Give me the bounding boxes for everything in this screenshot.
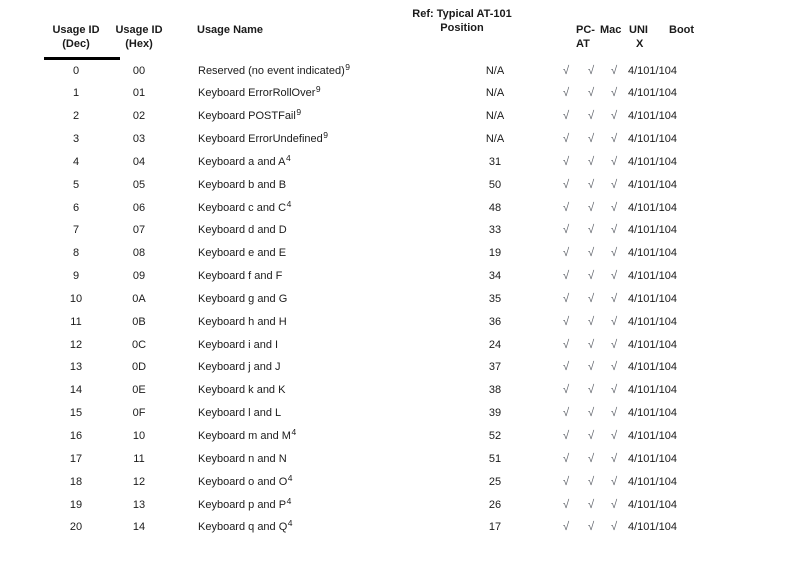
unix-checkmark: √ [610,224,618,237]
usage-id-hex-cell: 02 [132,110,146,123]
usage-name-text: Keyboard POSTFail [198,110,296,123]
usage-id-dec-cell: 7 [72,224,80,237]
usage-name-cell [198,197,291,220]
usage-name-cell [198,151,291,174]
usage-name-text: Keyboard d and D [198,224,287,237]
pc-at-checkmark: √ [562,361,570,374]
usage-name-cell [198,60,350,83]
usage-id-dec-cell: 20 [69,521,83,534]
footnote-superscript: 9 [323,130,328,141]
at101-position-cell: N/A [485,110,505,123]
column-header-line: X [636,38,644,50]
usage-name-cell [198,471,293,494]
boot-value-cell: 4/101/104 [628,224,677,237]
unix-checkmark: √ [610,155,618,168]
at101-position-cell: 24 [488,338,502,351]
boot-value-cell: 4/101/104 [628,315,677,328]
table-row [0,82,809,105]
usage-name-cell [198,402,281,425]
usage-id-hex-cell: 06 [132,201,146,214]
table-row [0,356,809,379]
usage-name-text: Keyboard a and A [198,155,286,168]
unix-checkmark: √ [610,247,618,260]
usage-name-text: Keyboard b and B [198,178,287,191]
table-row [0,242,809,265]
usage-name-cell [198,494,291,517]
at101-position-cell: 35 [488,292,502,305]
usage-id-dec-cell: 3 [72,133,80,146]
mac-checkmark: √ [587,384,595,397]
table-row [0,402,809,425]
usage-id-hex-cell: 00 [132,64,146,77]
usage-id-dec-cell: 14 [69,384,83,397]
unix-checkmark: √ [610,315,618,328]
unix-checkmark: √ [610,452,618,465]
usage-id-dec-cell: 8 [72,247,80,260]
usage-name-cell [198,105,301,128]
unix-checkmark: √ [610,430,618,442]
usage-name-text: Keyboard q and Q [198,521,288,534]
usage-id-hex-cell: 01 [132,87,146,100]
pc-at-checkmark: √ [562,430,570,442]
usage-id-dec-cell: 16 [69,430,83,442]
mac-checkmark: √ [587,224,595,237]
at101-position-cell: 26 [488,498,502,511]
pc-at-checkmark: √ [562,292,570,305]
usage-name-text: Keyboard h and H [198,315,287,328]
unix-checkmark: √ [610,521,618,534]
pc-at-checkmark: √ [562,475,570,488]
unix-checkmark: √ [610,407,618,420]
unix-checkmark: √ [610,292,618,305]
table-row [0,265,809,288]
pc-at-checkmark: √ [562,155,570,168]
mac-checkmark: √ [587,315,595,328]
unix-checkmark: √ [610,110,618,123]
pc-at-checkmark: √ [562,315,570,328]
usage-name-text: Keyboard ErrorRollOver [198,87,316,100]
column-header-usage-id-hex [106,23,172,51]
unix-checkmark: √ [610,338,618,351]
table-row [0,425,809,448]
table-row [0,288,809,311]
usage-id-hex-cell: 10 [132,430,146,442]
mac-checkmark: √ [587,430,595,442]
usage-name-text: Keyboard c and C [198,201,287,214]
mac-checkmark: √ [587,292,595,305]
boot-value-cell: 4/101/104 [628,178,677,191]
usage-name-text: Keyboard p and P [198,498,287,511]
at101-position-cell: 34 [488,270,502,283]
at101-position-cell: 38 [488,384,502,397]
usage-name-cell [198,128,328,151]
table-row [0,471,809,494]
at101-position-cell: 37 [488,361,502,374]
footnote-superscript: 4 [287,518,293,529]
usage-id-dec-cell: 5 [72,178,80,191]
mac-checkmark: √ [587,361,595,374]
usage-id-dec-cell: 10 [69,292,83,305]
unix-checkmark: √ [610,201,618,214]
usage-name-cell [198,288,287,311]
footnote-superscript: 4 [285,152,291,163]
column-header-line: UNI [629,24,648,36]
boot-value-cell: 4/101/104 [628,247,677,260]
boot-value-cell: 4/101/104 [628,521,677,534]
table-row [0,174,809,197]
mac-checkmark: √ [587,64,595,77]
pc-at-checkmark: √ [562,338,570,351]
boot-value-cell: 4/101/104 [628,133,677,146]
usage-name-cell [198,219,287,242]
usage-id-dec-cell: 17 [69,452,83,465]
at101-position-cell: N/A [485,133,505,146]
table-row [0,60,809,83]
pc-at-checkmark: √ [562,521,570,534]
usage-id-hex-cell: 04 [132,155,146,168]
unix-checkmark: √ [610,64,618,77]
column-header-line: (Hex) [125,38,153,50]
mac-checkmark: √ [587,247,595,260]
usage-id-hex-cell: 0E [132,384,146,397]
usage-id-dec-cell: 9 [72,270,80,283]
usage-id-hex-cell: 08 [132,247,146,260]
table-row [0,448,809,471]
mac-checkmark: √ [587,87,595,100]
mac-checkmark: √ [587,407,595,420]
boot-value-cell: 4/101/104 [628,155,677,168]
column-header-line: PC- [576,24,595,36]
usage-id-dec-cell: 11 [70,315,82,328]
usage-name-cell [198,448,287,471]
usage-id-dec-cell: 1 [72,87,80,100]
column-header-usage-name: Usage Name [197,24,264,36]
footnote-superscript: 4 [286,495,292,506]
usage-name-cell [198,334,278,357]
boot-value-cell: 4/101/104 [628,201,677,214]
usage-id-hex-cell: 0C [131,338,147,351]
mac-checkmark: √ [587,178,595,191]
usage-name-text: Keyboard f and F [198,270,283,283]
table-row [0,311,809,334]
unix-checkmark: √ [610,270,618,283]
table-row [0,128,809,151]
boot-value-cell: 4/101/104 [628,270,677,283]
pc-at-checkmark: √ [562,407,570,420]
unix-checkmark: √ [610,498,618,511]
column-header-line: AT [576,38,590,50]
usage-name-text: Keyboard j and J [198,361,281,374]
pc-at-checkmark: √ [562,64,570,77]
column-header-boot: Boot [669,24,695,36]
usage-id-hex-cell: 0D [131,361,147,374]
at101-position-cell: 36 [488,315,502,328]
unix-checkmark: √ [610,87,618,100]
usage-id-hex-cell: 0B [132,315,146,328]
usage-id-hex-cell: 0A [132,292,146,305]
usage-name-text: Keyboard ErrorUndefined [198,133,323,146]
mac-checkmark: √ [587,338,595,351]
boot-value-cell: 4/101/104 [628,475,677,488]
boot-value-cell: 4/101/104 [628,361,677,374]
usage-id-dec-cell: 12 [69,338,83,351]
usage-name-cell [198,174,286,197]
unix-checkmark: √ [610,361,618,374]
usage-name-text: Keyboard i and I [198,338,279,351]
footnote-superscript: 9 [296,107,302,118]
usage-id-dec-cell: 15 [69,407,83,420]
usage-id-hex-cell: 13 [132,498,146,511]
boot-value-cell: 4/101/104 [628,110,677,123]
usage-name-cell [198,311,287,334]
column-header-line: Ref: Typical AT-101 [412,8,512,20]
pc-at-checkmark: √ [562,224,570,237]
pc-at-checkmark: √ [562,133,570,146]
boot-value-cell: 4/101/104 [628,452,677,465]
pc-at-checkmark: √ [562,87,570,100]
at101-position-cell: N/A [485,64,505,77]
usage-name-cell [198,425,296,448]
mac-checkmark: √ [587,270,595,283]
usage-id-hex-cell: 11 [133,452,145,465]
usage-id-dec-cell: 6 [72,201,80,214]
usage-id-dec-cell: 13 [69,361,83,374]
boot-value-cell: 4/101/104 [628,87,677,100]
boot-value-cell: 4/101/104 [628,64,677,77]
at101-position-cell: 52 [488,430,502,442]
mac-checkmark: √ [587,110,595,123]
column-header-line: Usage ID [52,24,100,36]
footnote-superscript: 9 [315,84,321,95]
usage-id-hex-cell: 05 [132,178,146,191]
pc-at-checkmark: √ [562,247,570,260]
boot-value-cell: 4/101/104 [628,498,677,511]
unix-checkmark: √ [610,384,618,397]
table-row [0,379,809,402]
at101-position-cell: 39 [488,407,502,420]
table-row [0,197,809,220]
usage-name-text: Keyboard g and G [198,292,288,305]
usage-id-dec-cell: 4 [72,155,80,168]
column-header-line: Position [440,22,484,34]
pc-at-checkmark: √ [562,270,570,283]
usage-id-dec-cell: 0 [72,64,80,77]
table-row [0,219,809,242]
footnote-superscript: 4 [287,472,293,483]
boot-value-cell: 4/101/104 [628,292,677,305]
table-row [0,334,809,357]
usage-name-text: Keyboard n and N [198,452,287,465]
mac-checkmark: √ [587,452,595,465]
boot-value-cell: 4/101/104 [628,430,677,442]
usage-name-cell [198,356,281,379]
footnote-superscript: 9 [345,61,350,72]
mac-checkmark: √ [587,521,595,534]
mac-checkmark: √ [587,201,595,214]
mac-checkmark: √ [587,133,595,146]
usage-name-text: Keyboard l and L [198,407,282,420]
usage-id-hex-cell: 14 [132,521,146,534]
at101-position-cell: 51 [488,452,502,465]
column-header-pc-at [576,23,595,51]
usage-name-text: Keyboard m and M [198,430,291,442]
unix-checkmark: √ [610,475,618,488]
at101-position-cell: 50 [488,178,502,191]
usage-name-cell [198,379,285,402]
at101-position-cell: 17 [488,521,502,534]
usage-id-hex-cell: 03 [132,133,146,146]
usage-id-dec-cell: 2 [72,110,80,123]
table-row [0,105,809,128]
usage-name-text: Reserved (no event indicated) [198,64,345,77]
usage-name-cell [198,242,286,265]
at101-position-cell: 48 [488,201,502,214]
mac-checkmark: √ [587,475,595,488]
column-header-usage-id-dec [40,23,112,51]
usage-id-hex-cell: 0F [132,407,146,420]
usage-name-cell [198,82,321,105]
column-header-unix [629,23,648,51]
usage-id-hex-cell: 07 [132,224,146,237]
usage-id-hex-cell: 09 [132,270,146,283]
usage-id-hex-cell: 12 [132,475,146,488]
footnote-superscript: 4 [291,427,297,437]
table-row [0,516,809,539]
column-header-at101-position [372,7,552,35]
unix-checkmark: √ [610,178,618,191]
table-row [0,494,809,517]
usage-name-text: Keyboard e and E [198,247,287,260]
usage-name-text: Keyboard o and O [198,475,288,488]
usage-name-cell [198,265,282,288]
footnote-superscript: 4 [286,198,292,209]
mac-checkmark: √ [587,155,595,168]
pc-at-checkmark: √ [562,178,570,191]
table-row [0,151,809,174]
pc-at-checkmark: √ [562,201,570,214]
at101-position-cell: 33 [488,224,502,237]
usage-id-dec-cell: 19 [69,498,83,511]
pc-at-checkmark: √ [562,498,570,511]
usage-name-cell [198,516,293,539]
usage-name-text: Keyboard k and K [198,384,286,397]
at101-position-cell: 31 [488,155,502,168]
boot-value-cell: 4/101/104 [628,407,677,420]
pc-at-checkmark: √ [562,452,570,465]
at101-position-cell: 19 [488,247,502,260]
boot-value-cell: 4/101/104 [628,338,677,351]
at101-position-cell: N/A [485,87,505,100]
pc-at-checkmark: √ [562,110,570,123]
at101-position-cell: 25 [488,475,502,488]
unix-checkmark: √ [610,133,618,146]
mac-checkmark: √ [587,498,595,511]
column-header-line: (Dec) [62,38,90,50]
usage-id-dec-cell: 18 [69,475,83,488]
table-body [0,60,809,540]
column-header-line: Usage ID [115,24,163,36]
boot-value-cell: 4/101/104 [628,384,677,397]
column-header-mac: Mac [600,24,622,36]
pc-at-checkmark: √ [562,384,570,397]
